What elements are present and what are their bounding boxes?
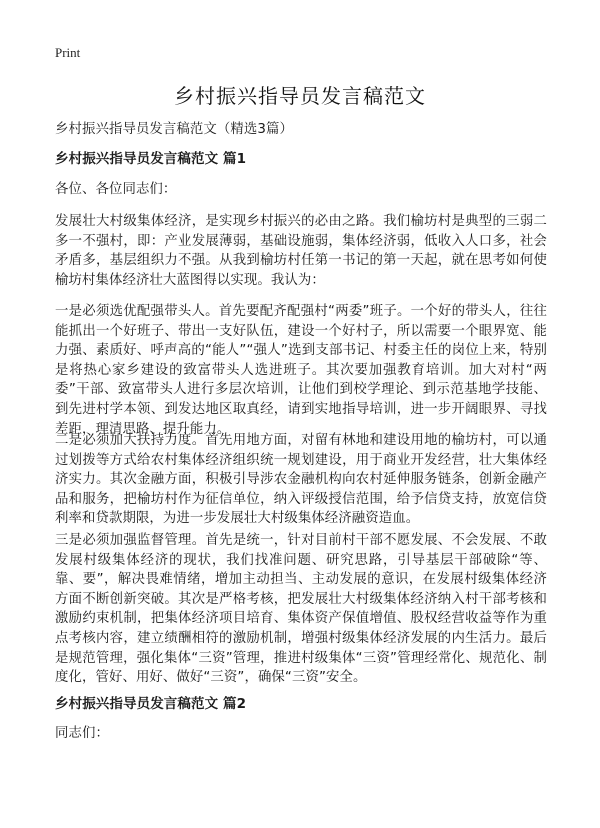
print-link[interactable]: Print <box>55 45 81 60</box>
page-title: 乡村振兴指导员发言稿范文 <box>174 84 426 108</box>
paragraph-2: 一是必须选优配强带头人。首先要配齐配强村“两委”班子。一个好的带头人，往往能抓出一个好班子、带出一支好队伍，建设一个好村子，所以需要一个眼界宽、能力强、素质好、呼声高的“能人”“强人”选到支部书记、村委主任的岗位上来，特别是将热心家乡建设的致富带头人选进班子。其次要加强教育培训。加大对村“两委”干部、致富带头人进行多层次培训，让他们到校学理论、到示范基地学技能、到先进村学本领、到发达地区取真经，请到实地指导培训，进一步开阔眼界、寻找差距，理清思路、提升能力。 <box>55 304 547 437</box>
greeting-1: 各位、各位同志们： <box>55 182 177 197</box>
document-subtitle: 乡村振兴指导员发言稿范文（精选3篇） <box>55 122 293 137</box>
greeting-2: 同志们： <box>55 726 109 741</box>
section-heading-2: 乡村振兴指导员发言稿范文 篇2 <box>55 696 247 712</box>
section-heading-1: 乡村振兴指导员发言稿范文 篇1 <box>55 151 247 167</box>
paragraph-1: 发展壮大村级集体经济，是实现乡村振兴的必由之路。我们榆坊村是典型的三弱二多一不强村，即：产业发展薄弱，基础设施弱，集体经济弱，低收入人口多，社会矛盾多，基层组织力不强。从我到榆坊村任第一书记的第一天起，就在思考如何使榆坊村集体经济壮大蓝图得以实现。我认为： <box>55 214 547 288</box>
paragraph-4: 三是必须加强监督管理。首先是统一，针对目前村干部不愿发展、不会发展、不敢发展村级集体经济的现状，我们找准问题、研究思路，引导基层干部破除“等、靠、要”，解决畏难情绪，增加主动担当、主动发展的意识，在发展村级集体经济方面不断创新突破。其次是严格考核，把发展壮大村级集体经济纳入村干部考核和激励约束机制，把集体经济项目培育、集体资产保值增值、股权经营收益等作为重点考核内容，建立绩酬相符的激励机制，增强村级集体经济发展的内生活力。最后是规范管理，强化集体“三资”管理，推进村级集体“三资”管理经常化、规范化、制度化，管好、用好、做好“三资”，确保“三资”安全。 <box>55 533 547 686</box>
paragraph-3: 二是必须加大扶持力度。首先用地方面，对留有林地和建设用地的榆坊村，可以通过划拨等方式给农村集体经济组织统一规划建设，用于商业开发经营，壮大集体经济实力。其次金融方面，积极引导涉农金融机构向农村延伸服务链条，创新金融产品和服务，把榆坊村作为征信单位，纳入评级授信范围，给予信贷支持，放宽信贷利率和贷款期限，为进一步发展壮大村级集体经济融资造血。 <box>55 433 547 527</box>
